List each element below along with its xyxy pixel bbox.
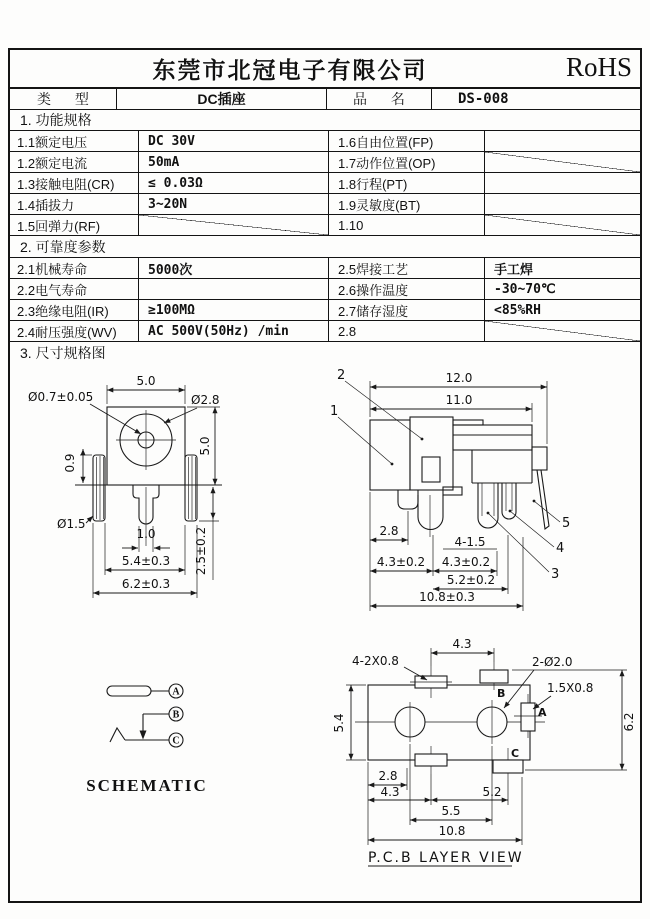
row-value: ≤ 0.03Ω bbox=[139, 173, 329, 193]
dim-label: 5.4 bbox=[332, 713, 346, 733]
product-name-value: DS-008 bbox=[458, 91, 509, 107]
table-row bbox=[10, 279, 640, 300]
table-row bbox=[10, 258, 640, 279]
row-value: AC 500V(50Hz) /min bbox=[139, 321, 329, 341]
table-row bbox=[10, 152, 640, 173]
dim-label: 5.0 bbox=[198, 436, 212, 456]
dim-label: 4-2X0.8 bbox=[352, 654, 399, 668]
schematic-title: SCHEMATIC bbox=[86, 776, 208, 795]
dim-label: 5.5 bbox=[441, 804, 461, 818]
dim-label: 0.9 bbox=[63, 453, 77, 473]
type-label: 类 型 bbox=[10, 89, 117, 109]
dim-label: 6.2 bbox=[622, 712, 636, 732]
row-value: 3~20N bbox=[139, 194, 329, 214]
row-label: 1.5回弹力(RF) bbox=[10, 215, 139, 235]
side-view-drawing bbox=[330, 368, 570, 611]
row-label: 1.7动作位置(OP) bbox=[329, 152, 485, 172]
section3-title: 3. 尺寸规格图 bbox=[20, 345, 106, 361]
row-label: 1.2额定电流 bbox=[10, 152, 139, 172]
pad-label: C bbox=[511, 747, 520, 760]
dim-label: 5.2 bbox=[482, 785, 502, 799]
row-value: <85%RH bbox=[494, 302, 541, 318]
table-row bbox=[10, 131, 640, 152]
dim-label: 1.5X0.8 bbox=[547, 681, 594, 695]
dim-label: 4-1.5 bbox=[454, 535, 486, 549]
section1-title: 1. 功能规格 bbox=[10, 110, 640, 131]
row-value bbox=[485, 194, 640, 214]
dim-label: 1.0 bbox=[136, 527, 156, 541]
section2-title: 2. 可靠度参数 bbox=[10, 236, 640, 258]
row-label: 1.6自由位置(FP) bbox=[329, 131, 485, 151]
row-value bbox=[485, 131, 640, 151]
row-value bbox=[139, 279, 329, 299]
row-label: 2.4耐压强度(WV) bbox=[10, 321, 139, 341]
row-label: 1.8行程(PT) bbox=[329, 173, 485, 193]
terminal-label: A bbox=[172, 686, 180, 698]
dim-label: Ø2.8 bbox=[191, 393, 220, 407]
row-value-na bbox=[485, 215, 640, 235]
callout-label: 2 bbox=[337, 368, 346, 383]
row-label: 2.8 bbox=[329, 321, 485, 341]
product-name-label: 品 名 bbox=[327, 89, 432, 109]
dim-label: Ø1.5 bbox=[57, 517, 86, 531]
row-label: 2.5焊接工艺 bbox=[329, 258, 485, 278]
dim-label: 2.8 bbox=[379, 524, 399, 538]
dim-label: Ø0.7±0.05 bbox=[28, 390, 94, 404]
sheet-border bbox=[8, 48, 642, 903]
row-value-na bbox=[139, 215, 329, 235]
row-label: 1.3接触电阻(CR) bbox=[10, 173, 139, 193]
dim-label: 5.2±0.2 bbox=[446, 573, 496, 587]
row-value: -30~70℃ bbox=[494, 281, 556, 297]
rohs-mark: RoHS bbox=[565, 52, 632, 82]
dim-label: 4.3 bbox=[380, 785, 400, 799]
terminal-label: B bbox=[172, 709, 180, 721]
dim-label: 6.2±0.3 bbox=[121, 577, 171, 591]
callout-label: 5 bbox=[562, 516, 571, 531]
front-view-drawing bbox=[28, 374, 222, 598]
row-label: 2.2电气寿命 bbox=[10, 279, 139, 299]
row-value-na bbox=[485, 152, 640, 172]
pad-label: B bbox=[497, 687, 506, 700]
dim-label: 5.0 bbox=[136, 374, 156, 388]
table-row bbox=[10, 173, 640, 194]
row-label: 2.6操作温度 bbox=[329, 279, 485, 299]
type-value: DC插座 bbox=[117, 89, 327, 109]
table-row bbox=[10, 321, 640, 342]
dim-label: 10.8±0.3 bbox=[419, 590, 475, 604]
row-label: 1.4插拔力 bbox=[10, 194, 139, 214]
row-label: 1.1额定电压 bbox=[10, 131, 139, 151]
row-value: DC 30V bbox=[139, 131, 329, 151]
row-label: 1.10 bbox=[329, 215, 485, 235]
row-label: 1.9灵敏度(BT) bbox=[329, 194, 485, 214]
row-value-na bbox=[485, 321, 640, 341]
dim-label: 2.8 bbox=[378, 769, 398, 783]
dim-label: 4.3 bbox=[452, 637, 472, 651]
dim-label: 10.8 bbox=[438, 824, 466, 838]
dim-label: 4.3±0.2 bbox=[441, 555, 491, 569]
dim-label: 12.0 bbox=[445, 371, 473, 385]
dim-label: 5.4±0.3 bbox=[121, 554, 171, 568]
row-label: 2.1机械寿命 bbox=[10, 258, 139, 278]
company-title: 东莞市北冠电子有限公司 bbox=[152, 57, 428, 83]
pcb-layer-view-drawing bbox=[332, 637, 636, 866]
dim-label: 2.5±0.2 bbox=[194, 526, 208, 576]
row-label: 2.7储存湿度 bbox=[329, 300, 485, 320]
dim-label: 2-Ø2.0 bbox=[532, 655, 573, 669]
dim-label: 4.3±0.2 bbox=[376, 555, 426, 569]
dim-label: 11.0 bbox=[445, 393, 473, 407]
table-row bbox=[10, 300, 640, 321]
callout-label: 1 bbox=[330, 404, 339, 419]
row-label: 2.3绝缘电阻(IR) bbox=[10, 300, 139, 320]
pad-label: A bbox=[538, 706, 547, 719]
table-row bbox=[10, 215, 640, 236]
header-row bbox=[10, 50, 640, 89]
schematic-drawing bbox=[86, 684, 208, 795]
callout-label: 4 bbox=[556, 541, 565, 556]
row-value: 手工焊 bbox=[494, 262, 534, 278]
row-value: 5000次 bbox=[139, 258, 329, 278]
pcb-view-title: P.C.B LAYER VIEW bbox=[368, 850, 524, 866]
row-value: 50mA bbox=[139, 152, 329, 172]
callout-label: 3 bbox=[551, 567, 560, 582]
dimension-drawings bbox=[10, 364, 640, 901]
row-value: ≥100MΩ bbox=[139, 300, 329, 320]
type-row bbox=[10, 89, 640, 110]
row-value bbox=[485, 173, 640, 193]
table-row bbox=[10, 194, 640, 215]
terminal-label: C bbox=[172, 735, 180, 747]
